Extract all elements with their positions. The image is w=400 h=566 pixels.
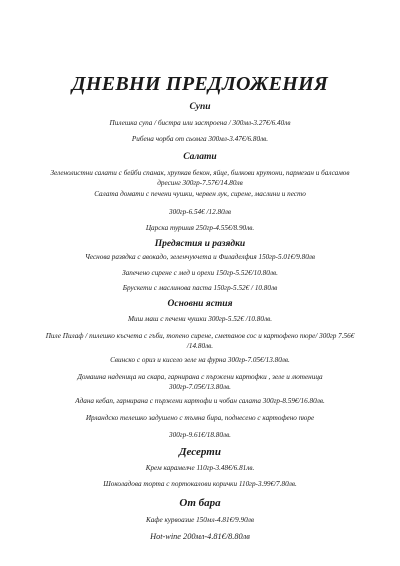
menu-item: Чеснова разядка с авокадо, зеленчукчета и Филаделфия 150гр-5.01€/9.80лв	[84, 253, 316, 261]
page-title: ДНЕВНИ ПРЕДЛОЖЕНИЯ	[71, 73, 329, 95]
menu-item: Шоколадова торта с портокалови корички 110гр-3.99€/7.80лв.	[103, 480, 297, 488]
menu-item: Запечено сирене с мед и орехи 150гр-5.52€/10.80лв.	[122, 269, 278, 277]
menu-item: 300гр-6.54€ /12.80лв	[169, 208, 231, 216]
menu-item: Кафе курвоазие 150мл-4.81€/9.90лв	[145, 516, 254, 524]
menu-item: Миш маш с печени чушки 300гр-5.52€ /10.80лв.	[127, 315, 273, 323]
menu-item: Рибена чорба от сьомга 300мл-3.47€/6.80лв.	[131, 135, 269, 143]
section-heading-salads: Салати	[183, 152, 217, 162]
section-heading-mains: Основни ястия	[167, 299, 233, 309]
menu-item: Адана кебап, гарнирана с пържени картофи и чобан салата 300гр-8.59€/16.80лв.	[75, 397, 325, 405]
section-heading-starters: Предястия и разядки	[154, 239, 246, 249]
section-heading-bar: От бара	[179, 497, 221, 509]
menu-item: Крем карамелче 110гр-3.48€/6.81лв.	[145, 464, 255, 472]
menu-item: Свинско с ориз и кисело зеле на фурна 300гр-7.05€/13.80лв.	[110, 356, 290, 364]
section-heading-desserts: Десерти	[179, 446, 221, 458]
menu-item: 300гр-9.61€/18.80лв.	[169, 431, 231, 439]
menu-item: Салата домати с печени чушки, червен лук, сирене, маслини и песто	[94, 190, 306, 198]
menu-item: Hot-wine 200мл-4.81€/8.80лв	[150, 532, 250, 541]
menu-item: Пиле Пилаф / пилешко късчета с гъби, топено сирене, сметанов сос и картофено пюре/ 300гр 7.56€ /14.80лв.	[45, 332, 355, 350]
section-heading-soups: Супи	[189, 102, 211, 112]
menu-item: Домашна наденица на скара, гарнирана с пържени картофки , зеле и лютеница 300гр-7.05€/13.80лв.	[77, 373, 323, 391]
menu-item: Зеленолистни салати с бейби спанак, хрупкав бекон, яйце, билкови крутони, пармезан и балсамов дресинг 300гр-7.57€/14.80лв	[50, 169, 350, 187]
menu-item: Пилешка супа / бистра или застроена / 300мл-3.27€/6.40лв	[109, 119, 291, 127]
menu-item: Царска туршия 250гр-4.55€/8.90лв.	[145, 224, 255, 232]
menu-item: Ирландско телешко задушено с тъмна бира, поднесено с картофено пюре	[85, 414, 315, 422]
menu-item: Брускети с маслинова паста 150гр-5.52€ / 10.80лв	[122, 284, 278, 292]
